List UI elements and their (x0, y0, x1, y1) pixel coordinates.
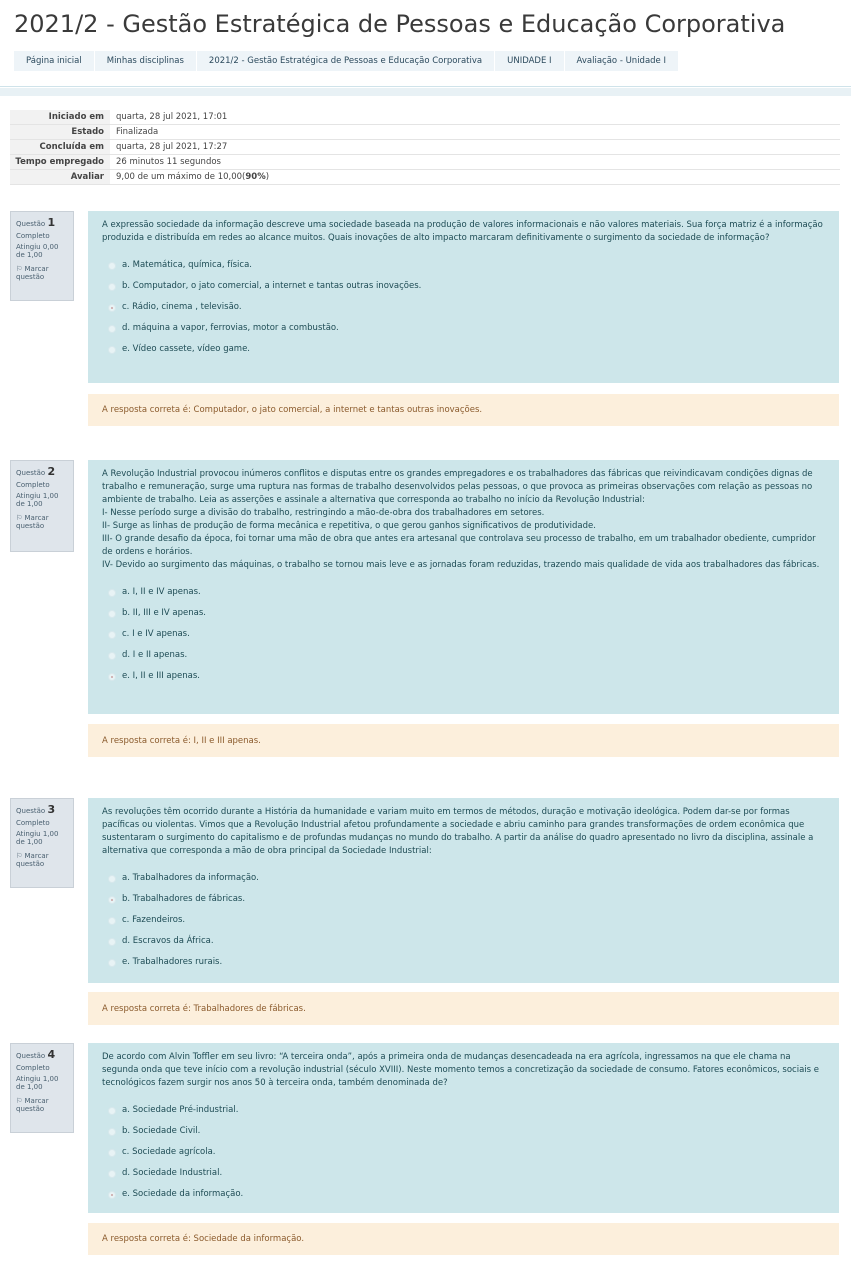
flag-question-button[interactable] (16, 265, 68, 281)
question-number (16, 465, 68, 478)
question-info-1 (10, 211, 74, 301)
answer-label: b. II, III e IV apenas. (122, 608, 206, 618)
answer-label: d. I e II apenas. (122, 650, 188, 660)
question-state: Completo (16, 481, 50, 489)
answer-option[interactable] (102, 1184, 825, 1205)
answer-label: a. Trabalhadores da informação. (122, 873, 259, 883)
answer-option[interactable] (102, 603, 825, 624)
answer-option[interactable] (102, 1100, 825, 1121)
answer-label: d. Escravos da África. (122, 936, 214, 946)
question-feedback-3 (88, 992, 839, 1025)
answer-option[interactable] (102, 868, 825, 889)
answer-list (102, 1100, 825, 1205)
question-grade: Atingiu 1,00 de 1,00 (16, 1075, 59, 1091)
question-text: As revoluções têm ocorrido durante a História da humanidade e variam muito em termos de métodos, duração e motivação ideológica. Podem dar-se por formas pacíficas ou violentas. Vimos que a Revolução Industrial afetou profundamente a sociedade e abriu caminho para grandes transformações de ordem econômica que sustentaram o surgimento do capitalismo e de profundas mudanças no mundo do trabalho. A partir da análise do quadro apresentado no livro da disciplina, assinale a alternativa que corresponda a mão de obra principal da Sociedade Industrial: (102, 807, 814, 856)
breadcrumb-quiz[interactable]: Avaliação - Unidade I (565, 51, 679, 71)
question-grade: Atingiu 1,00 de 1,00 (16, 492, 59, 508)
summary-label: Tempo empregado (10, 155, 110, 170)
radio-button[interactable] (108, 959, 116, 967)
answer-option[interactable] (102, 1121, 825, 1142)
summary-row-grade (10, 170, 840, 185)
question-content-2 (88, 460, 839, 714)
answer-label: e. Vídeo cassete, vídeo game. (122, 344, 251, 354)
radio-button[interactable] (108, 283, 116, 291)
question-label: Questão (16, 220, 46, 228)
radio-button[interactable] (108, 1191, 116, 1199)
answer-option[interactable] (102, 910, 825, 931)
answer-option[interactable] (102, 1163, 825, 1184)
grade-percent: 90% (245, 172, 266, 182)
feedback-text: A resposta correta é: Computador, o jato comercial, a internet e tantas outras inovações. (102, 405, 483, 415)
answer-option[interactable] (102, 255, 825, 276)
feedback-text: A resposta correta é: Sociedade da informação. (102, 1234, 305, 1244)
flag-label: Marcar questão (16, 852, 49, 868)
answer-label: c. Sociedade agrícola. (122, 1147, 216, 1157)
header-divider (0, 86, 851, 87)
summary-value: Finalizada (110, 125, 840, 140)
breadcrumb-course[interactable]: 2021/2 - Gestão Estratégica de Pessoas e Educação Corporativa (197, 51, 495, 71)
breadcrumb (14, 51, 679, 71)
radio-button[interactable] (108, 673, 116, 681)
question-text: De acordo com Alvin Toffler em seu livro: “A terceira onda”, após a primeira onda de mudanças desencadeada na era agrícola, ingressamos na que ele chama na segunda onda que teve início com a revolução industrial (século XVIII). Neste momento temos a concretização da sociedade de consumo. Fatores econômicos, sociais e tecnológicos fazem surgir nos anos 50 à terceira onda, também denominada de? (102, 1052, 819, 1088)
grade-suffix: ) (265, 172, 270, 182)
radio-button[interactable] (108, 631, 116, 639)
question-state: Completo (16, 819, 50, 827)
radio-button[interactable] (108, 1128, 116, 1136)
question-number-value: 1 (47, 216, 56, 229)
answer-option[interactable] (102, 318, 825, 339)
answer-list (102, 582, 825, 687)
flag-label: Marcar questão (16, 1097, 49, 1113)
answer-option[interactable] (102, 624, 825, 645)
answer-label: e. I, II e III apenas. (122, 671, 200, 681)
radio-button[interactable] (108, 917, 116, 925)
question-grade: Atingiu 1,00 de 1,00 (16, 830, 59, 846)
question-number-value: 2 (47, 465, 56, 478)
question-label: Questão (16, 469, 46, 477)
feedback-text: A resposta correta é: Trabalhadores de fábricas. (102, 1003, 306, 1014)
question-info-2 (10, 460, 74, 552)
radio-button[interactable] (108, 1107, 116, 1115)
summary-label: Concluída em (10, 140, 110, 155)
flag-question-button[interactable] (16, 514, 68, 530)
flag-question-button[interactable] (16, 1097, 68, 1113)
answer-option[interactable] (102, 339, 825, 360)
answer-label: a. I, II e IV apenas. (122, 587, 201, 597)
answer-label: b. Trabalhadores de fábricas. (122, 894, 246, 904)
radio-button[interactable] (108, 875, 116, 883)
radio-button[interactable] (108, 346, 116, 354)
question-text: A Revolução Industrial provocou inúmeros conflitos e disputas entre os grandes empregadores e os trabalhadores das fábricas que reivindicavam condições dignas de trabalho e remuneração, surge uma ruptura nas formas de trabalho desenvolvidos pelas pessoas, o que provoca as primeiras observações com relação as pessoas no ambiente de trabalho. Leia as asserções e assinale a alternativa que corresponda ao trabalho no início da Revolução Industrial: I- Nesse período surge a divisão do trabalho, restringindo a mão-de-obra dos trabalhadores em setores. II- Surge as linhas de produção de forma mecânica e repetitiva, o que gerou ganhos significativos de produtividade. III- O grande desafio da época, foi tornar uma mão de obra que antes era artesanal que controlava seu processo de trabalho, em um trabalhador obediente, cumpridor de ordens e horários. IV- Devido ao surgimento das máquinas, o trabalho se tornou mais leve e as jornadas foram reduzidas, trazendo mais qualidade de vida aos trabalhadores das fábricas. (102, 469, 820, 570)
answer-label: b. Computador, o jato comercial, a internet e tantas outras inovações. (122, 281, 422, 291)
flag-icon: ⚐ (16, 265, 23, 273)
summary-label: Avaliar (10, 170, 110, 185)
flag-label: Marcar questão (16, 514, 49, 530)
question-label: Questão (16, 1052, 46, 1060)
answer-label: b. Sociedade Civil. (122, 1126, 201, 1136)
flag-icon: ⚐ (16, 514, 23, 522)
question-number-value: 3 (47, 803, 56, 816)
answer-label: c. I e IV apenas. (122, 629, 190, 639)
question-info-4 (10, 1043, 74, 1133)
answer-option[interactable] (102, 297, 825, 318)
question-number (16, 803, 68, 816)
flag-icon: ⚐ (16, 1097, 23, 1105)
flag-icon: ⚐ (16, 852, 23, 860)
answer-option[interactable] (102, 931, 825, 952)
radio-button[interactable] (108, 589, 116, 597)
flag-question-button[interactable] (16, 852, 68, 868)
radio-button[interactable] (108, 1149, 116, 1157)
answer-option[interactable] (102, 952, 825, 973)
answer-list (102, 868, 825, 973)
answer-label: e. Sociedade da informação. (122, 1189, 244, 1199)
summary-row-state (10, 125, 840, 140)
question-number (16, 216, 68, 229)
radio-button[interactable] (108, 652, 116, 660)
answer-list (102, 255, 825, 360)
radio-button[interactable] (108, 304, 116, 312)
answer-label: c. Fazendeiros. (122, 915, 186, 925)
answer-label: c. Rádio, cinema , televisão. (122, 302, 242, 312)
question-info-3 (10, 798, 74, 888)
answer-label: d. máquina a vapor, ferrovias, motor a combustão. (122, 323, 339, 333)
question-feedback-1 (88, 394, 839, 426)
summary-row-time (10, 155, 840, 170)
feedback-text: A resposta correta é: I, II e III apenas. (102, 735, 261, 746)
attempt-summary-table (10, 110, 840, 185)
answer-label: a. Sociedade Pré-industrial. (122, 1105, 239, 1115)
question-content-1 (88, 211, 839, 383)
radio-button[interactable] (108, 1170, 116, 1178)
radio-button[interactable] (108, 610, 116, 618)
breadcrumb-home[interactable]: Página inicial (14, 51, 95, 71)
grade-text: 9,00 de um máximo de 10,00( (116, 172, 246, 182)
question-content-3 (88, 798, 839, 983)
answer-option[interactable] (102, 645, 825, 666)
question-label: Questão (16, 807, 46, 815)
question-number-value: 4 (47, 1048, 56, 1061)
question-state: Completo (16, 232, 50, 240)
answer-option[interactable] (102, 582, 825, 603)
header-band (0, 88, 851, 96)
radio-button[interactable] (108, 938, 116, 946)
answer-option[interactable] (102, 1142, 825, 1163)
question-feedback-2 (88, 724, 839, 757)
summary-value: quarta, 28 jul 2021, 17:27 (110, 140, 840, 155)
answer-option[interactable] (102, 666, 825, 687)
question-feedback-4 (88, 1223, 839, 1255)
radio-button[interactable] (108, 325, 116, 333)
radio-button[interactable] (108, 896, 116, 904)
question-content-4 (88, 1043, 839, 1213)
radio-button[interactable] (108, 262, 116, 270)
answer-option[interactable] (102, 889, 825, 910)
breadcrumb-my-courses[interactable]: Minhas disciplinas (95, 51, 197, 71)
answer-label: a. Matemática, química, física. (122, 260, 252, 270)
summary-label: Iniciado em (10, 110, 110, 125)
answer-label: e. Trabalhadores rurais. (122, 957, 223, 967)
question-state: Completo (16, 1064, 50, 1072)
answer-label: d. Sociedade Industrial. (122, 1168, 223, 1178)
question-number (16, 1048, 68, 1061)
summary-value: 26 minutos 11 segundos (110, 155, 840, 170)
summary-grade-value (110, 170, 840, 185)
question-text: A expressão sociedade da informação descreve uma sociedade baseada na produção de valores informacionais e não valores materiais. Sua força matriz é a informação produzida e distribuída em redes ao alcance muitos. Quais inovações de alto impacto marcaram definitivamente o surgimento da sociedade de informação? (102, 220, 823, 243)
page-title: 2021/2 - Gestão Estratégica de Pessoas e Educação Corporativa (14, 10, 786, 38)
summary-value: quarta, 28 jul 2021, 17:01 (110, 110, 840, 125)
summary-label: Estado (10, 125, 110, 140)
flag-label: Marcar questão (16, 265, 49, 281)
summary-row-started (10, 110, 840, 125)
question-grade: Atingiu 0,00 de 1,00 (16, 243, 59, 259)
summary-row-completed (10, 140, 840, 155)
breadcrumb-unit[interactable]: UNIDADE I (495, 51, 564, 71)
answer-option[interactable] (102, 276, 825, 297)
